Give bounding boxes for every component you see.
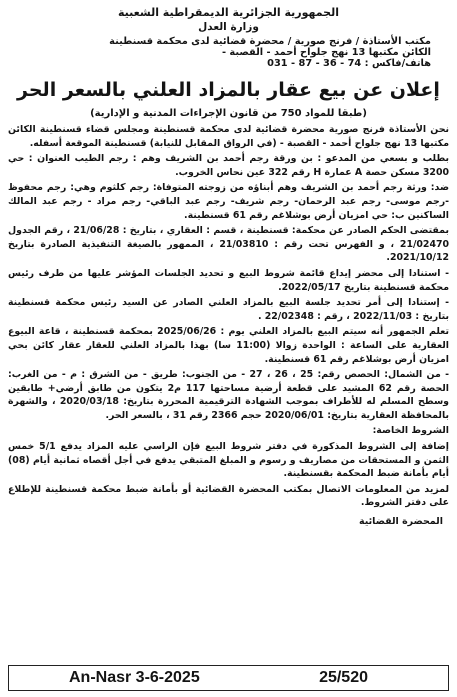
notice-title: إعلان عن بيع عقار بالمزاد العلني بالسعر الحر bbox=[17, 79, 440, 101]
body-paragraph-sale-date: تعلم الجمهور أنه سيتم البيع بالمزاد العلني يوم : 2025/06/26 بمحكمة قسنطينة ، قاعة البيوع العقارية على الساعة : الواحدة زوالا (11:00 سا) بهذا بالمزاد العلني للعقار عقار كائن بحي امزيان أرض بوشلاغم رقم 61 قسنطينة. bbox=[8, 326, 450, 365]
notice-number: 25/520 bbox=[319, 669, 368, 686]
publication-footer bbox=[8, 665, 449, 691]
notice-subtitle: (طبقا للمواد 750 من قانون الإجراءات المدنية و الإدارية) bbox=[90, 108, 367, 119]
office-block bbox=[8, 36, 449, 69]
header bbox=[8, 6, 449, 34]
body-paragraph-contact: لمزيد من المعلومات الاتصال بمكتب المحضرة القضائية أو بأمانة ضبط محكمة قسنطينة للإطلاع على دفتر الشروط. bbox=[8, 483, 449, 509]
body-paragraph-judgment: بمقتضى الحكم الصادر عن محكمة: قسنطينة ، قسم : العقاري ، بتاريخ : 21/06/28 ، رقم الجدول 21/02470 ، و الفهرس تحت رقم : 21/03810 ، الممهور بالصيغة التنفيذية الصادرة بتاريخ 2021/10/12. bbox=[8, 225, 450, 264]
ministry-name: وزارة العدل bbox=[198, 21, 259, 33]
office-line-3: هاتف/فاكس : 74 - 36 - 87 - 031 bbox=[267, 58, 431, 69]
newspaper-date: An-Nasr 3-6-2025 bbox=[69, 669, 200, 686]
body-paragraph-plaintiff: بطلب و بسعي من المدعو : بن ورقة رجم أحمد بن الشريف وهم : رجم الطيب العنوان : حي 3200 مسكن حصة A عمارة H رقم 322 عين نحاس الخروب. bbox=[8, 153, 449, 178]
notice-body bbox=[8, 123, 449, 510]
signature: المحضرة القضائية bbox=[358, 516, 443, 528]
body-paragraph-defendants: ضد: ورثة رجم أحمد بن الشريف وهم أبناؤه من زوجته المتوفاة: رجم كلثوم وهي: رجم محفوظ -رجم موسى- رجم عبد الرحمان- رجم شريف- رجم عبد الباقي- رجم مراد - رجم عبد المالك الساكنين ب: حي امزيان أرض بوشلاغم رقم 61 قسنطينة. bbox=[8, 182, 449, 221]
body-paragraph-special-heading: الشروط الخاصة: bbox=[372, 425, 449, 437]
body-paragraph-sale-order: - إستنادا إلى أمر تحديد جلسة البيع بالمزاد العلني الصادر عن السيد رئيس محكمة قسنطينة بتاريخ : 2022/11/03 ، رقم : 22/02348 . bbox=[8, 297, 449, 322]
body-paragraph-special-terms: إضافة إلى الشروط المذكورة في دفتر شروط البيع فإن الراسي عليه المزاد يدفع 5/1 خمس الثمن و المستحقات من مصاريف و رسوم و المبلغ المتبقي يدفع في أجل أقصاه ثمانية أيام (08) أيام بأمانة ضبط المحكمة بقسنطينة. bbox=[8, 441, 450, 480]
republic-name: الجمهورية الجزائرية الديمقراطية الشعبية bbox=[118, 6, 339, 19]
body-paragraph-bailiff: نحن الأستاذة فرنج صورية محضرة قضائية لدى محكمة قسنطينة ومجلس قضاء قسنطينة الكائن مكتبها 13 نهج جلواح أحمد - القصبة - (في الرواق المقابل للنيابة) قسنطينة الموقعة أسفله. bbox=[8, 124, 449, 149]
office-line-2: الكائن مكتبها 13 نهج جلواح أحمد - القصبة - bbox=[221, 47, 431, 58]
body-paragraph-conditions-deposit: - استنادا إلى محضر إيداع قائمة شروط البيع و تحديد الجلسات المؤشر عليها من طرف رئيس محكمة قسنطينة بتاريخ 2022/05/17. bbox=[8, 267, 449, 293]
body-paragraph-property: - من الشمال: الحصص رقم: 25 ، 26 ، 27 - من الجنوب: طريق - من الشرق : م - من الغرب: الحصة رقم 62 المشيد على قطعة أرضية مساحتها 117 م2 يتكون من طابق أرضي+ طابقين وسطح المسلم له للأطراف بموجب الشهادة الترقيمية المحررة بتاريخ: 2020/03/18 ، والشهرة بالمحافظة العقارية بتاريخ: 2020/06/01 حجم 2366 رقم 31 ، بالسعر الحر. bbox=[8, 369, 450, 421]
office-line-1: مكتب الأستاذة / فرنج صورية / محضرة قضائية لدى محكمة قسنطينة bbox=[109, 36, 431, 47]
